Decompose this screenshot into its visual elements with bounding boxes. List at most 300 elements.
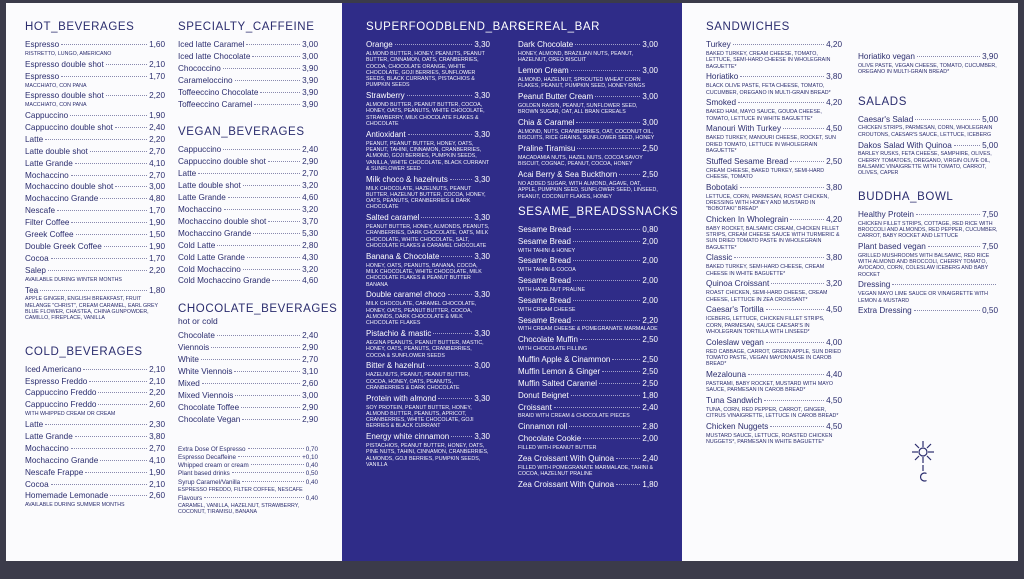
menu-item-row <box>25 158 165 170</box>
item-description: BAKED TURKEY, MANOURI CHEESE, ROCKET, SUN DRIED TOMATO, LETTUCE IN WHOLEGRAIN BAGUETTE* <box>706 135 836 154</box>
leader-dots <box>217 245 300 246</box>
menu-item <box>178 264 318 276</box>
item-price: 2,00 <box>642 276 658 286</box>
item-name: Extra Dressing <box>858 306 912 316</box>
leader-dots <box>575 44 640 45</box>
item-description: SOY PROTEIN, PEANUT BUTTER, HONEY, ALMOND BUTTER, PEANUTS, APRICOT, CRANBERRIES, WHITE CHOCOLATE, GOJI BERRIES & BLACK CURRANT <box>366 404 474 430</box>
leader-dots <box>602 371 640 372</box>
item-price: 3,00 <box>302 40 318 49</box>
menu-item-row <box>178 402 318 414</box>
menu-item <box>25 39 165 57</box>
menu-item <box>706 304 842 335</box>
item-price: 2,50 <box>826 156 842 166</box>
column-salads-bowls <box>858 3 998 317</box>
item-name: Healthy Protein <box>858 209 914 219</box>
menu-item-row <box>25 193 165 205</box>
leader-dots <box>407 95 473 96</box>
item-description: ICEBERG, LETTUCE, CHICKEN FILLET STRIPS, CORN, PARMESAN, SAUCE CAESAR'S IN WHOLEGRAIN TORTILLA WITH LINSEED* <box>706 316 825 335</box>
item-name: Dakos Salad With Quinoa <box>858 140 952 150</box>
menu-item <box>706 39 842 70</box>
item-price: 3,90 <box>302 75 318 85</box>
menu-item-row <box>706 214 842 226</box>
leader-dots <box>248 448 304 449</box>
item-name: Mochaccino <box>25 170 69 180</box>
item-price: 2,10 <box>149 59 165 69</box>
leader-dots <box>235 80 300 81</box>
item-price: 3,70 <box>302 216 318 226</box>
item-price: 2,10 <box>149 376 165 386</box>
menu-panel-middle <box>342 3 682 561</box>
leader-dots <box>202 383 300 384</box>
menu-item-row <box>366 251 490 263</box>
item-name: Latte double shot <box>25 146 88 156</box>
menu-item-row <box>706 97 842 109</box>
item-price: 3,00 <box>302 51 318 61</box>
item-name: Chocolate Muffin <box>518 335 578 345</box>
menu-item-row <box>518 402 658 414</box>
menu-item <box>518 334 658 352</box>
menu-item <box>518 390 658 402</box>
item-name: Espresso Decaffeine <box>178 453 236 461</box>
leader-dots <box>51 484 147 485</box>
item-name: Horiatiko vegan <box>858 52 915 61</box>
menu-item <box>25 490 165 508</box>
item-name: Cold Latte Grande <box>178 252 245 262</box>
item-name: Greek Coffee <box>25 230 74 240</box>
item-price: 4,60 <box>302 193 318 203</box>
menu-item-row <box>518 433 658 445</box>
item-price: 1,70 <box>149 253 165 263</box>
item-name: Viennois <box>178 343 210 353</box>
item-name: Peanut Butter Cream <box>518 92 594 101</box>
menu-item-row <box>518 334 658 346</box>
item-name: Plant based vegan <box>858 241 926 251</box>
item-description: ALMOND, HAZELNUT, SPROUTED WHEAT CORN FLAKES, PEANUT, PUMPKIN SEED, HONEY RINGS <box>518 76 646 90</box>
leader-dots <box>89 381 147 382</box>
hot-beverages-list <box>25 39 165 322</box>
item-name: Toffeeccino Caramel <box>178 99 253 109</box>
menu-item-row <box>706 304 842 316</box>
leader-dots <box>61 76 147 77</box>
item-price: 7,50 <box>982 209 998 219</box>
item-price: 4,50 <box>826 396 842 406</box>
item-price: 3,30 <box>474 129 490 139</box>
leader-dots <box>110 495 147 496</box>
menu-item-row <box>178 342 318 354</box>
leader-dots <box>252 56 300 57</box>
vegan-beverages-list <box>178 144 318 287</box>
menu-item-row <box>858 279 998 291</box>
chocolate-beverages-list <box>178 330 318 425</box>
menu-item <box>25 376 165 388</box>
menu-item <box>178 354 318 366</box>
cold-beverages-title: COLD_BEVERAGES <box>25 345 143 358</box>
menu-item <box>366 129 490 172</box>
menu-item <box>858 114 998 139</box>
menu-item <box>25 443 165 455</box>
item-description: AVAILABLE DURING SUMMER MONTHS <box>25 502 125 509</box>
menu-item <box>706 278 842 303</box>
item-price: 3,80 <box>149 431 165 441</box>
menu-item <box>178 414 318 426</box>
item-name: Horiatiko <box>706 72 739 82</box>
menu-item <box>178 446 318 454</box>
item-price: 4,00 <box>826 337 842 347</box>
specialty-caffeine-list <box>178 39 318 110</box>
item-description: LETTUCE, CORN, PARMESAN, ROAST CHICKEN, DRESSING WITH HONEY AND MUSTARD IN "BOBOTAKI" BREAD* <box>706 193 829 213</box>
item-price: 2,70 <box>302 169 318 179</box>
leader-dots <box>770 426 824 427</box>
item-name: Smoked <box>706 98 737 108</box>
menu-item-row <box>518 354 658 366</box>
menu-item-row <box>706 278 842 290</box>
item-name: Mixed <box>178 378 200 388</box>
item-price: 2,50 <box>642 144 658 153</box>
item-name: Caesar's Tortilla <box>706 305 764 315</box>
menu-item-row <box>178 390 318 402</box>
leader-dots <box>71 175 147 176</box>
menu-item <box>706 214 842 251</box>
item-name: Espresso double shot <box>25 59 104 69</box>
menu-item-row <box>518 143 658 155</box>
leader-dots <box>217 335 300 336</box>
leader-dots <box>421 217 472 218</box>
leader-dots <box>764 400 824 401</box>
item-price: 2,60 <box>149 400 165 410</box>
item-name: Salep <box>25 265 46 275</box>
menu-item <box>518 295 658 313</box>
item-price: 2,20 <box>149 388 165 398</box>
menu-item-row <box>25 170 165 182</box>
leader-dots <box>232 472 304 473</box>
leader-dots <box>104 246 147 247</box>
leader-dots <box>106 95 147 96</box>
item-price: 3,20 <box>302 181 318 191</box>
flower-logo-icon <box>908 439 938 489</box>
menu-item <box>366 90 490 127</box>
leader-dots <box>595 96 640 97</box>
item-name: Cappuccino double shot <box>178 157 266 167</box>
item-name: Dark Chocolate <box>518 40 574 49</box>
leader-dots <box>790 219 824 220</box>
item-price: 0,40 <box>305 494 318 502</box>
leader-dots <box>254 104 300 105</box>
item-name: Strawberry <box>366 91 405 101</box>
menu-item-row <box>178 180 318 192</box>
item-price: 5,00 <box>982 140 998 150</box>
leader-dots <box>451 436 472 437</box>
item-description: BABY ROCKET, BALSAMIC CREAM, CHICKEN FILLET STRIPS, CREAM CHEESE SAUCE WITH TURMERIC & SUN DRIED TOMATO PASTE IN WHOLEGRAIN BAGUETTE* <box>706 225 840 251</box>
column-superfood <box>366 3 527 470</box>
menu-item <box>366 431 490 468</box>
menu-item-row <box>518 169 658 181</box>
menu-item <box>858 140 998 177</box>
menu-item-row <box>25 71 165 83</box>
item-name: Tea <box>25 285 39 295</box>
menu-item-row <box>25 387 165 399</box>
item-description: WITH CREAM CHEESE & POMEGRANATE MARMALADE <box>518 326 658 333</box>
menu-item-row <box>518 236 658 248</box>
leader-dots <box>915 119 980 120</box>
buddha-bowl-title: BUDDHA_BOWL <box>858 190 954 203</box>
menu-item-row <box>25 217 165 229</box>
item-price: 2,60 <box>302 378 318 388</box>
item-price: 1,80 <box>642 479 658 489</box>
menu-item <box>25 122 165 134</box>
item-price: 3,00 <box>642 118 658 127</box>
item-description: WITH TAHINI & HONEY <box>518 247 576 254</box>
item-name: Croissant <box>518 402 552 412</box>
item-price: 3,00 <box>642 92 658 101</box>
menu-item-row <box>518 366 658 378</box>
leader-dots <box>223 68 300 69</box>
item-name: Cold Mochaccino Grande <box>178 276 271 286</box>
menu-item <box>366 393 490 430</box>
menu-item <box>25 265 165 283</box>
item-price: 0,40 <box>305 478 318 486</box>
item-description: ALMOND, NUTS, CRANBERRIES, OAT, COCONUT OIL, BISCUITS, RICE GRAINS, SUNFLOWER SEED, HONEY <box>518 128 655 142</box>
item-description: CREAM CHEESE, BAKED TURKEY, SEMI-HARD CHEESE, TOMATO <box>706 167 825 180</box>
menu-item-row <box>25 490 165 502</box>
item-price: 2,70 <box>302 355 318 365</box>
menu-item-row <box>518 255 658 267</box>
item-price: 2,40 <box>302 331 318 341</box>
menu-item <box>706 123 842 154</box>
item-name: Cappuccino <box>25 111 69 121</box>
item-price: 2,70 <box>149 146 165 156</box>
menu-item <box>178 366 318 378</box>
item-description: CHICKEN FILLET STRIPS, COTTAGE, RED RICE WITH BROCCOLI AND ALMONDS, RED PEPPER, CUCUMBER, CARROT, BABY ROCKET AND LETTUCE <box>858 220 998 240</box>
item-description: MACCHIATO, CON PANA <box>25 102 87 109</box>
leader-dots <box>619 174 640 175</box>
menu-item <box>518 402 658 420</box>
item-price: 0,80 <box>642 224 658 234</box>
item-name: Cinnamon roll <box>518 422 568 432</box>
menu-item-row <box>706 421 842 433</box>
menu-item-row <box>518 479 658 491</box>
menu-item-row <box>178 204 318 216</box>
item-price: 3,90 <box>302 99 318 109</box>
leader-dots <box>242 481 304 482</box>
menu-item-row <box>366 360 490 372</box>
menu-item-row <box>178 87 318 99</box>
item-price: 2,90 <box>302 414 318 424</box>
item-price: 2,50 <box>642 354 658 364</box>
menu-item-row <box>25 253 165 265</box>
menu-item <box>25 193 165 205</box>
menu-item-row <box>178 252 318 264</box>
leader-dots <box>224 209 300 210</box>
vegan-beverages-title: VEGAN_BEVERAGES <box>178 126 305 139</box>
item-name: Sesame Bread <box>518 315 571 325</box>
menu-item-row <box>25 205 165 217</box>
menu-item-row <box>366 90 490 102</box>
menu-item-row <box>518 378 658 390</box>
menu-item-row <box>518 224 658 236</box>
item-name: Sesame Bread <box>518 256 571 266</box>
menu-item <box>178 216 318 228</box>
menu-item-row <box>706 337 842 349</box>
item-price: 1,80 <box>149 285 165 295</box>
item-description: ROAST CHICKEN, SEMI-HARD CHEESE, CREAM CHEESE, LETTUCE IN ZEA CROISSANT* <box>706 290 828 303</box>
menu-item-row <box>518 390 658 402</box>
item-name: Chocolate <box>178 331 215 341</box>
item-name: Mochaccino double shot <box>25 182 114 192</box>
menu-item <box>706 395 842 420</box>
item-name: Flavours <box>178 494 203 502</box>
menu-item <box>706 421 842 446</box>
item-price: 2,00 <box>642 256 658 266</box>
item-price: 2,40 <box>149 122 165 132</box>
leader-dots <box>441 256 472 257</box>
item-price: 2,40 <box>642 453 658 463</box>
item-price: 2,40 <box>302 145 318 155</box>
menu-item <box>518 421 658 433</box>
menu-item <box>858 279 998 304</box>
menu-item <box>706 369 842 394</box>
salads-title: SALADS <box>858 95 907 108</box>
menu-item <box>25 455 165 467</box>
menu-item <box>366 39 490 89</box>
extras-list <box>178 446 318 516</box>
item-name: Sesame Bread <box>518 276 571 286</box>
menu-item <box>518 378 658 390</box>
item-price: 1,90 <box>149 241 165 251</box>
leader-dots <box>75 163 147 164</box>
menu-item <box>518 453 658 478</box>
menu-item <box>178 330 318 342</box>
menu-item <box>25 181 165 193</box>
item-price: 3,20 <box>302 204 318 214</box>
item-price: 3,30 <box>474 213 490 223</box>
menu-item-row <box>178 168 318 180</box>
item-name: Energy white cinnamon <box>366 432 450 442</box>
item-description: WITH CHOCOLATE FILLING <box>518 346 588 353</box>
menu-item-row <box>25 90 165 102</box>
item-name: Cold Latte <box>178 240 216 250</box>
item-description: PEANUT, PEANUT BUTTER, HONEY, OATS, PEANUT, TAHINI, CINNAMON, CRANBERRIES, ALMOND, GOJI BERRIES, PUMPKIN SEEDS, VANILLA, WHITE CHOCOLATE, BLACK CURRANT & SUNFLOWER SEED <box>366 140 490 172</box>
item-name: Quinoa Croissant <box>706 279 770 289</box>
item-price: 3,00 <box>302 390 318 400</box>
item-description: OLIVE PASTE, VEGAN CHEESE, TOMATO, CUCUMBER, OREGANO IN MULTI-GRAIN BREAD* <box>858 62 997 76</box>
item-price: 2,40 <box>642 402 658 412</box>
menu-item-row <box>25 443 165 455</box>
leader-dots <box>583 438 640 439</box>
item-price: 1,90 <box>149 467 165 477</box>
item-price: 2,00 <box>642 236 658 246</box>
column-specialty-vegan-chocolate <box>178 3 338 517</box>
leader-dots <box>75 436 147 437</box>
item-price: 4,60 <box>302 276 318 286</box>
leader-dots <box>450 179 473 180</box>
menu-item-row <box>25 265 165 277</box>
item-name: Muffin Apple & Cinammon <box>518 354 611 364</box>
menu-item <box>366 289 490 326</box>
menu-item <box>518 224 658 236</box>
leader-dots <box>771 283 824 284</box>
item-price: 3,30 <box>474 174 490 184</box>
menu-panel-left <box>6 3 342 561</box>
menu-item <box>178 454 318 462</box>
menu-item-row <box>706 123 842 135</box>
leader-dots <box>268 161 300 162</box>
item-description: ALMOND BUTTER, HONEY, PEANUTS, PEANUT BUTTER, CINNAMON, OATS, CRANBERRIES, COCOA, CHOCOLATE ORANGE, WHITE CHOCOLATE, GOJI BERRIES, SUNFLOWER SEEDS, BLACK CURRANTS, PISTACHIOS & PUMPKIN SEEDS <box>366 50 485 89</box>
item-name: Muffin Lemon & Ginger <box>518 366 601 376</box>
menu-item-row <box>518 453 658 465</box>
item-name: Bitter & hazelnut <box>366 361 425 371</box>
menu-item <box>25 364 165 376</box>
leader-dots <box>40 290 147 291</box>
leader-dots <box>243 269 300 270</box>
menu-item-row <box>178 99 318 111</box>
leader-dots <box>272 280 300 281</box>
item-description: BLACK OLIVE PASTE, FETA CHEESE, TOMATO, CUCUMBER, OREGANO IN MULTI-GRAIN BREAD* <box>706 83 831 96</box>
item-name: Sesame Bread <box>518 295 571 305</box>
leader-dots <box>766 309 824 310</box>
chocolate-beverages-title: CHOCOLATE_BEVERAGES <box>178 303 338 316</box>
menu-item <box>858 209 998 240</box>
item-price: 5,00 <box>982 114 998 124</box>
menu-item <box>178 204 318 216</box>
item-name: Iced latte Chocolate <box>178 51 251 61</box>
item-price: 1,70 <box>149 206 165 216</box>
leader-dots <box>576 122 640 123</box>
salads-list <box>858 114 998 177</box>
menu-item-row <box>178 51 318 63</box>
item-description: CARAMEL, VANILLA, HAZELNUT, STRAWBERRY, COCONUT, TIRAMISU, BANANA <box>178 503 300 516</box>
item-name: Latte <box>25 420 44 430</box>
leader-dots <box>571 70 641 71</box>
menu-item <box>178 275 318 287</box>
leader-dots <box>234 371 300 372</box>
item-description: APPLE GINGER, ENGLISH BREAKFAST, FRUIT MELANGE "CHRIST", CREAM CARAMEL, EARL GREY BLUE FLOWER, CHASTEA, CHINA GUNPOWDER, CAMILLO, FIREPLACE, VANILLA <box>25 296 158 322</box>
item-price: 1,90 <box>149 111 165 121</box>
item-price: 2,90 <box>302 343 318 353</box>
item-price: 1,80 <box>642 390 658 400</box>
item-name: Syrup Caramel/Vanilla <box>178 478 241 486</box>
menu-item-row <box>178 479 318 487</box>
item-description: BARLEY RUSKS, FETA CHEESE, SAMPHIRE, OLIVES, CHERRY TOMATOES, OREGANO, VIRGIN OLIVE OIL, BALSAMIC VINAIGRETTE WITH TOMATO, CARROT, OLIVES, CAPER <box>858 151 992 177</box>
menu-item <box>178 479 318 494</box>
item-price: 2,90 <box>302 157 318 167</box>
menu-item <box>518 169 658 200</box>
menu-item <box>178 63 318 75</box>
item-name: Tuna Sandwich <box>706 396 763 406</box>
leader-dots <box>260 92 300 93</box>
item-price: 3,30 <box>474 40 490 49</box>
menu-item-row <box>178 75 318 87</box>
menu-item-row <box>858 209 998 221</box>
leader-dots <box>740 187 824 188</box>
item-description: PEANUT BUTTER, HONEY, ALMONDS, PEANUTS, CRANBERRIES, DARK CHOCOLATE, OATS, MILK CHOCOLATE, WHITE CHOCOLATE, SALT, CHOCOLATE FLAKES & CARAMEL CHOCOLATE <box>366 224 490 250</box>
leader-dots <box>242 419 300 420</box>
item-name: Milk choco & hazelnuts <box>366 174 448 184</box>
menu-item <box>25 205 165 217</box>
item-description: FILLED WITH POMEGRANATE MARMALADE, TAHINI & COCOA, HAZELNUT PRALINE <box>518 464 654 478</box>
menu-item-row <box>366 129 490 141</box>
item-price: 3,20 <box>302 264 318 274</box>
item-name: Muffin Salted Caramel <box>518 378 597 388</box>
menu-item-row <box>518 65 658 77</box>
menu-item <box>858 241 998 278</box>
menu-item-row <box>25 229 165 241</box>
leader-dots <box>573 300 641 301</box>
leader-dots <box>448 294 473 295</box>
leader-dots <box>70 115 147 116</box>
item-price: 4,50 <box>826 305 842 315</box>
menu-item <box>518 39 658 64</box>
menu-item <box>366 360 490 391</box>
